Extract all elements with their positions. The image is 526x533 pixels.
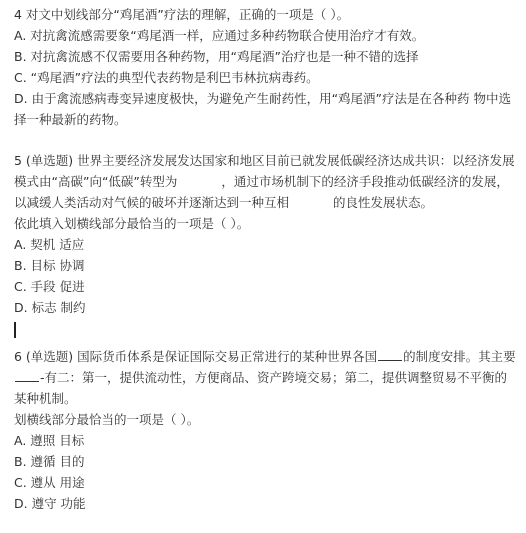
question-6-stem-part2: 的制度安排。其主要	[403, 349, 516, 364]
question-5-option-a[interactable]: A. 契机 适应	[14, 237, 85, 252]
question-5-option-b[interactable]: B. 目标 协调	[14, 258, 85, 273]
question-4-option-d[interactable]: D. 由于禽流感病毒变异速度极快，为避免产生耐药性，用“鸡尾酒”疗法是在各种药 物中选择一种最新的药物。	[14, 91, 511, 127]
question-5-stem-part1: 5 (单选题) 世界主要经济发展发达国家和地区目前已就发展低碳经济达成共识：以经济发展模式由“高碳”向“低碳”转型为	[14, 153, 515, 189]
question-4-stem: 4 对文中划线部分“鸡尾酒”疗法的理解，正确的一项是（ ）。	[14, 7, 350, 22]
question-5-stem-part2: ，通过市场机制下的经济手段推动低碳经济的发展，以减缓人类活动对气候的破坏并逐渐达到一种互相	[14, 174, 509, 210]
question-6-prompt: 划横线部分最恰当的一项是（ ）。	[14, 412, 200, 427]
question-6-blank-2	[15, 369, 39, 382]
question-6-stem-part1: 6 (单选题) 国际货币体系是保证国际交易正常进行的某种世界各国	[14, 349, 378, 364]
question-6-option-b[interactable]: B. 遵循 目的	[14, 454, 85, 469]
text-cursor	[14, 322, 16, 338]
question-6-option-a[interactable]: A. 遵照 目标	[14, 433, 85, 448]
question-6-stem	[14, 349, 516, 406]
question-4-option-a[interactable]: A. 对抗禽流感需要象“鸡尾酒一样，应通过多种药物联合使用治疗才有效。	[14, 28, 425, 43]
question-5-option-c[interactable]: C. 手段 促进	[14, 279, 85, 294]
question-6-option-d[interactable]: D. 遵守 功能	[14, 496, 86, 511]
question-4-option-b[interactable]: B. 对抗禽流感不仅需要用各种药物，用“鸡尾酒”治疗也是一种不错的选择	[14, 49, 419, 64]
question-5-option-d[interactable]: D. 标志 制约	[14, 300, 86, 315]
question-6-stem-part3: -有二：第一，提供流动性，方便商品、资产跨境交易；第二，提供调整贸易不平衡的某种机制。	[14, 370, 508, 406]
question-6-option-c[interactable]: C. 遵从 用途	[14, 475, 85, 490]
question-6	[14, 346, 518, 514]
question-4	[14, 4, 518, 130]
question-5	[14, 150, 518, 318]
question-6-blank-1	[378, 348, 402, 361]
question-5-stem-part3: 的良性发展状态。	[333, 195, 434, 210]
question-4-option-c[interactable]: C. “鸡尾酒”疗法的典型代表药物是利巴韦林抗病毒药。	[14, 70, 319, 85]
question-5-prompt: 依此填入划横线部分最恰当的一项是（ ）。	[14, 216, 250, 231]
question-5-stem	[14, 153, 515, 210]
